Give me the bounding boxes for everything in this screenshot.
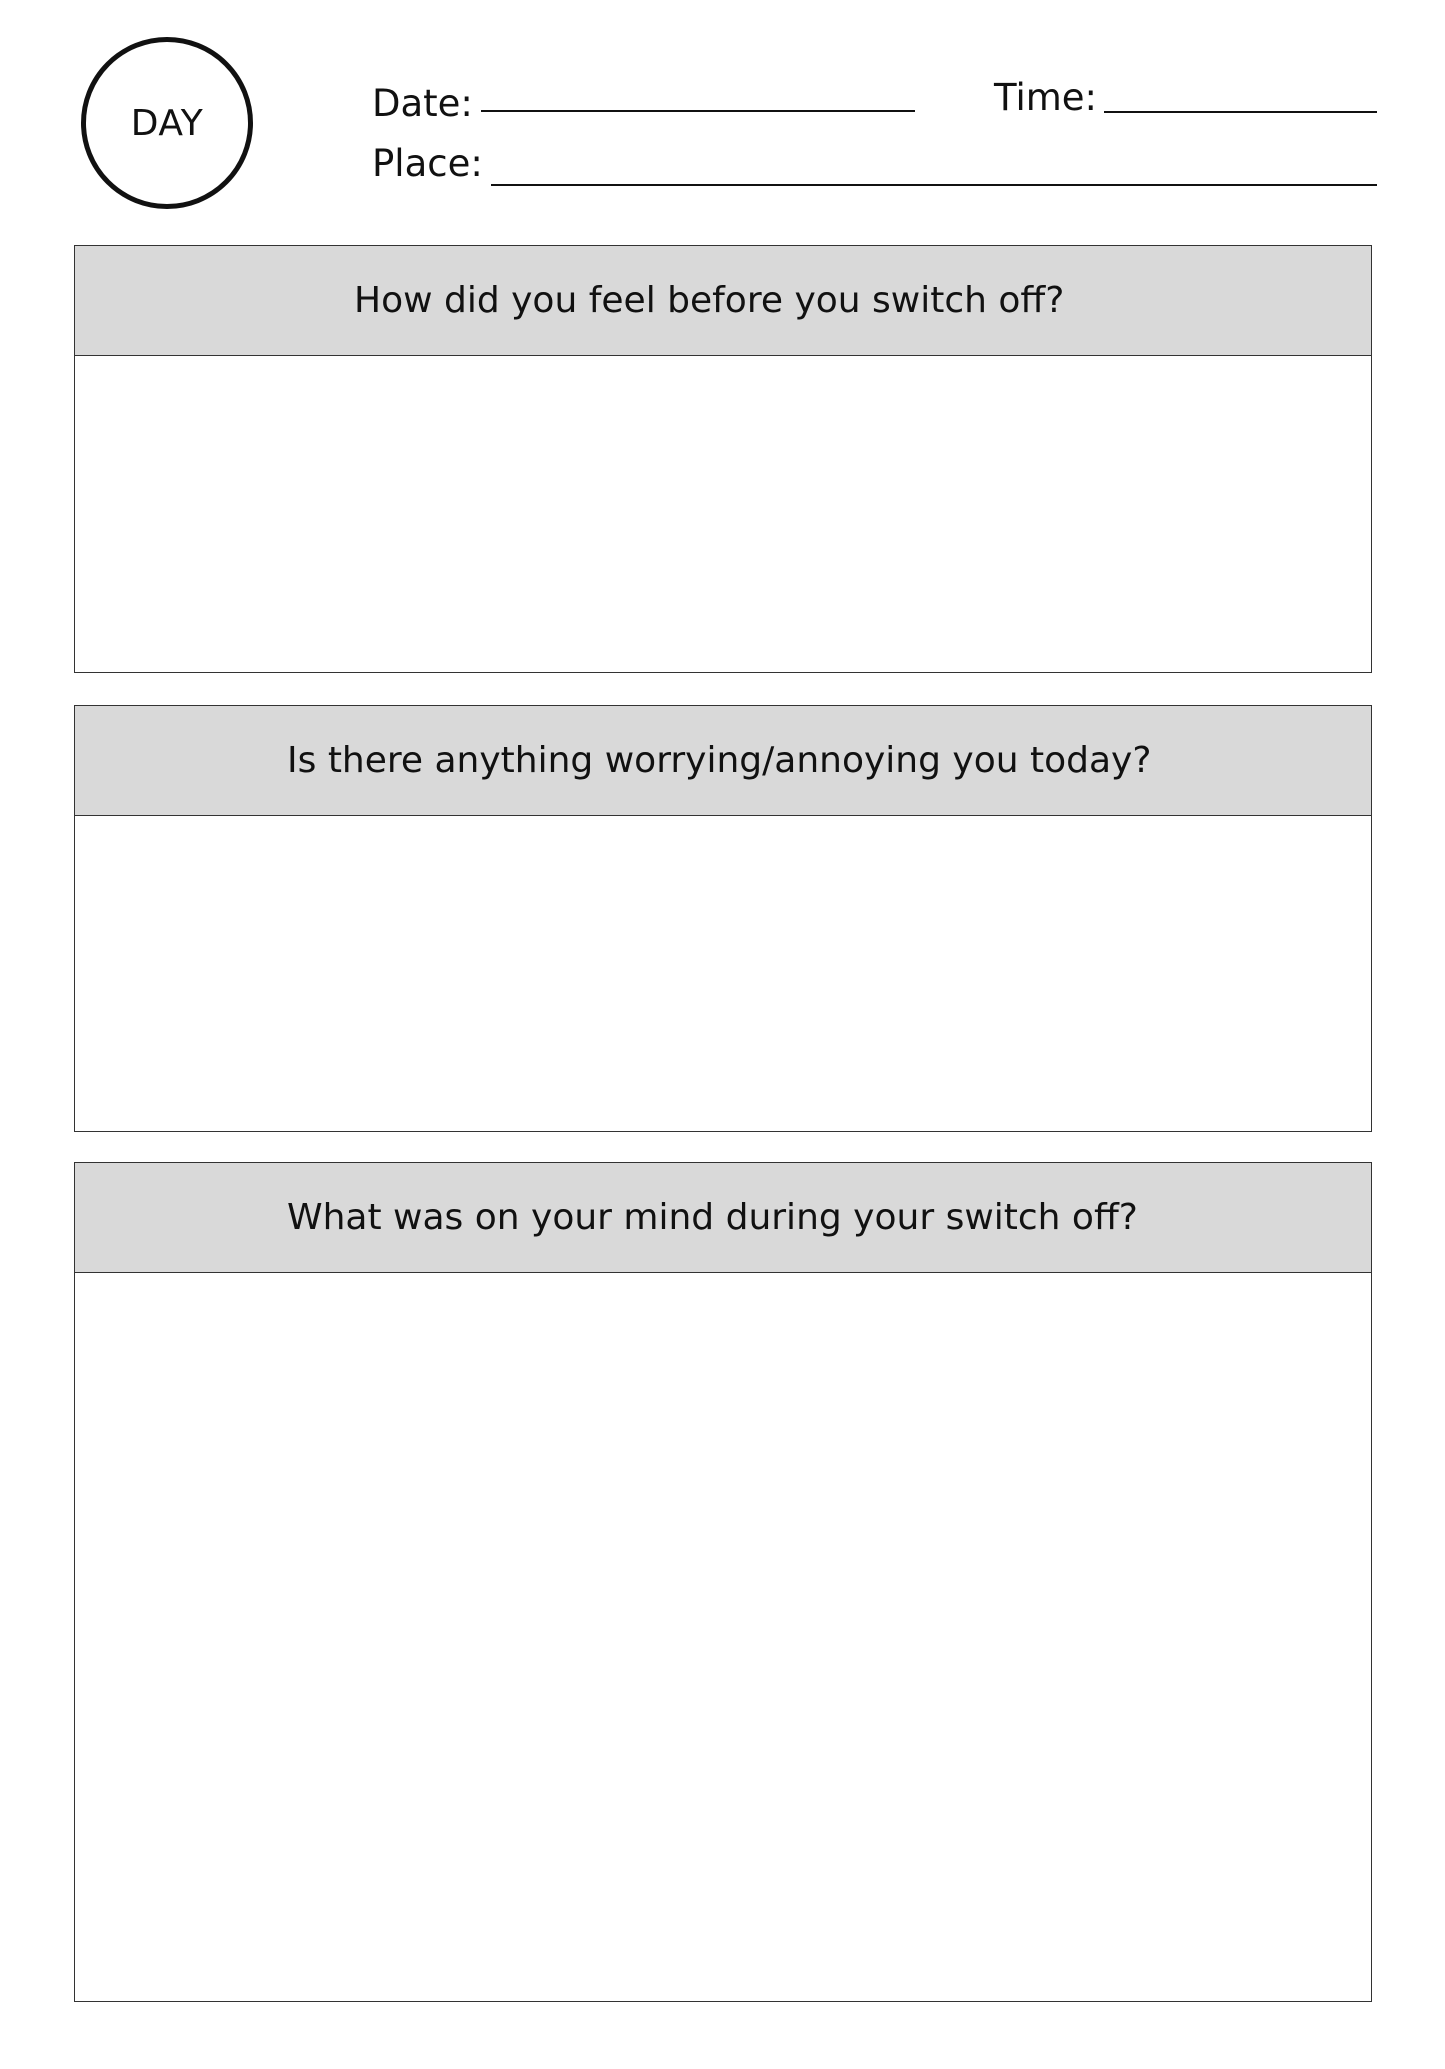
- mind-during-answer-area[interactable]: [75, 1273, 1371, 2001]
- worrying-section: [74, 705, 1372, 1132]
- section-title: What was on your mind during your switch off?: [287, 1196, 1138, 1238]
- feel-before-answer-area[interactable]: [75, 356, 1371, 672]
- time-field[interactable]: [1104, 111, 1377, 113]
- day-circle: [81, 37, 253, 209]
- section-title: How did you feel before you switch off?: [354, 279, 1065, 321]
- section-header: [75, 706, 1371, 816]
- day-label: DAY: [130, 102, 204, 144]
- section-title: Is there anything worrying/annoying you today?: [287, 739, 1152, 781]
- mind-during-section: [74, 1162, 1372, 2002]
- worrying-answer-area[interactable]: [75, 816, 1371, 1131]
- place-label: Place:: [372, 142, 483, 185]
- section-header: [75, 246, 1371, 356]
- time-label: Time:: [994, 76, 1098, 119]
- date-label: Date:: [372, 82, 473, 125]
- date-field[interactable]: [481, 110, 915, 112]
- section-header: [75, 1163, 1371, 1273]
- feel-before-section: [74, 245, 1372, 673]
- place-field[interactable]: [491, 184, 1377, 186]
